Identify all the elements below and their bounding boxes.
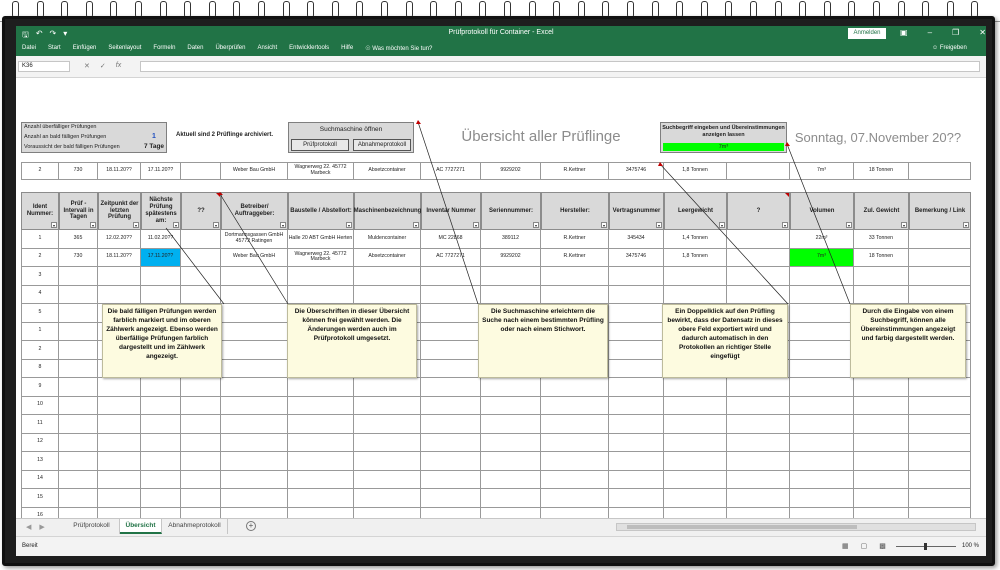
column-header-label: Zeitpunkt der letzten Prüfung xyxy=(100,200,139,221)
ribbon-tabs xyxy=(16,42,986,56)
export-cell[interactable]: 2 xyxy=(21,162,59,180)
menu-item-9[interactable]: Hilfe xyxy=(341,45,354,51)
arrow-headers xyxy=(220,194,288,304)
table-cell[interactable]: 4 xyxy=(21,286,59,305)
table-cell[interactable]: 18.11.20?? xyxy=(98,249,141,268)
table-cell[interactable]: 12 xyxy=(21,434,59,453)
note-due-highlighting: Die bald fälligen Prüfungen werden farblich markiert und im oberen Zählwerk angezeigt. Ebenso werden überfällige Prüfungen farblich dargestellt und im Zählwerk angezeigt. xyxy=(102,304,222,378)
menu-item-8[interactable]: Entwicklertools xyxy=(289,45,330,51)
scroll-thumb[interactable] xyxy=(627,525,857,529)
worksheet[interactable] xyxy=(16,78,986,518)
export-cell[interactable]: AC 7727271 xyxy=(421,162,481,180)
table-cell[interactable]: R.Kettner xyxy=(541,249,609,268)
table-cell[interactable]: 365 xyxy=(59,230,98,249)
sign-in-button[interactable]: Anmelden xyxy=(848,28,886,39)
preview-days-label: Voraussicht der bald fälligen Prüfungen xyxy=(24,144,120,150)
search-pruefprotokoll-button[interactable]: Prüfprotokoll xyxy=(291,139,349,151)
search-panel-title: Suchmaschine öffnen xyxy=(319,126,383,133)
filter-dropdown-icon[interactable]: ▾ xyxy=(91,223,94,228)
preview-days-value[interactable]: 7 Tage xyxy=(143,143,165,150)
zoom-slider[interactable] xyxy=(896,546,956,547)
window-controls xyxy=(900,28,986,37)
name-box[interactable]: K36 xyxy=(18,61,70,72)
view-buttons xyxy=(842,542,886,550)
table-cell[interactable]: 1,4 Tonnen xyxy=(664,230,727,249)
export-cell[interactable]: 17.11.20?? xyxy=(141,162,181,180)
menu-item-3[interactable]: Seitenlayout xyxy=(108,45,142,51)
search-term-input[interactable]: 7m³ xyxy=(663,143,784,151)
share-button[interactable] xyxy=(932,45,967,51)
tab-navigation xyxy=(26,523,45,531)
column-header-label: Baustelle / Abstellort: xyxy=(290,207,352,214)
menu-item-7[interactable]: Ansicht xyxy=(257,45,278,51)
overdue-count-label: Anzahl überfälliger Prüfungen xyxy=(24,124,97,130)
add-sheet-icon[interactable]: + xyxy=(246,521,256,531)
table-cell[interactable]: 11 xyxy=(21,415,59,434)
menu-item-4[interactable]: Formeln xyxy=(153,45,176,51)
note-search-engine: Die Suchmaschine erleichtern die Suche nach einem bestimmten Prüfling oder nach einem Stichwort. xyxy=(478,304,608,378)
table-cell[interactable]: 10 xyxy=(21,397,59,416)
redo-icon[interactable]: ↷ xyxy=(49,29,57,38)
table-cell[interactable]: R.Kettner xyxy=(541,230,609,249)
table-cell[interactable]: AC 7727271 xyxy=(421,249,481,268)
zoom-knob[interactable] xyxy=(924,543,927,550)
column-header-label: ? xyxy=(756,207,761,214)
table-cell[interactable]: 22m³ xyxy=(790,230,854,249)
status-bar xyxy=(16,536,986,556)
table-cell[interactable]: 389112 xyxy=(481,230,541,249)
filter-dropdown-icon[interactable]: ▾ xyxy=(602,223,605,228)
lightbulb-icon: ☉ xyxy=(365,46,373,52)
export-cell[interactable]: 3475746 xyxy=(609,162,664,180)
column-header-label: Nächste Prüfung spätestens am: xyxy=(145,197,177,224)
filter-dropdown-icon[interactable]: ▾ xyxy=(902,223,905,228)
sheet-tab-bar xyxy=(16,518,986,536)
table-cell[interactable]: 13 xyxy=(21,452,59,471)
filter-dropdown-icon[interactable]: ▾ xyxy=(783,223,786,228)
arrow-tip-search xyxy=(416,120,421,124)
note-double-click: Ein Doppelklick auf den Prüfling bewirkt, dass der Datensatz in dieses obere Feld exportiert wird und dadurch automatisch in den Protokollen an richtiger Stelle eingefügt xyxy=(662,304,788,378)
table-cell[interactable]: 1,8 Tonnen xyxy=(664,249,727,268)
table-cell[interactable]: Halle 20 ABT GmbH Herten xyxy=(288,230,354,249)
formula-input[interactable] xyxy=(140,61,980,72)
filter-dropdown-icon[interactable]: ▾ xyxy=(214,223,217,228)
column-header-label: Vertragsnummer xyxy=(612,207,661,214)
filter-dropdown-icon[interactable]: ▾ xyxy=(174,223,177,228)
column-header-label: Bemerkung / Link xyxy=(914,207,966,214)
column-header-label: Leergewicht xyxy=(677,207,713,214)
table-cell[interactable]: 16 xyxy=(21,508,59,527)
table-cell[interactable]: Dortmannsgassen GmbH 45772 Ratingen xyxy=(221,230,288,249)
table-cell[interactable]: 2 xyxy=(21,249,59,268)
due-soon-count-value: 1 xyxy=(152,133,156,140)
table-cell[interactable]: 9 xyxy=(21,378,59,397)
table-cell[interactable]: 17.11.20?? xyxy=(141,249,181,268)
export-cell[interactable]: 18 Tonnen xyxy=(854,162,909,180)
filter-dropdown-icon[interactable]: ▾ xyxy=(347,223,350,228)
column-header-label: Betreiber/ Auftraggeber: xyxy=(234,204,275,217)
menu-item-1[interactable]: Start xyxy=(48,45,61,51)
column-header-label: Prüf - Intervall in Tagen xyxy=(63,200,94,221)
arrow-search-engine xyxy=(418,122,478,304)
table-cell[interactable]: 33 Tonnen xyxy=(854,230,909,249)
menu-item-0[interactable]: Datei xyxy=(22,45,37,51)
search-abnahmeprotokoll-button[interactable]: Abnahmeprotokoll xyxy=(353,139,411,151)
menu-item-5[interactable]: Daten xyxy=(187,45,204,51)
filter-dropdown-icon[interactable]: ▾ xyxy=(52,223,55,228)
filter-dropdown-icon[interactable]: ▾ xyxy=(474,223,477,228)
table-cell[interactable]: 1 xyxy=(21,323,59,342)
tab-uebersicht[interactable]: Übersicht xyxy=(120,519,162,534)
tab-prev-icon[interactable]: ◀ xyxy=(26,524,32,531)
tab-next-icon[interactable]: ▶ xyxy=(39,524,45,531)
horizontal-scrollbar[interactable] xyxy=(616,523,976,531)
undo-icon[interactable]: ↶ xyxy=(35,29,43,38)
column-header-label: Volumen xyxy=(809,207,835,214)
table-cell[interactable]: 7m³ xyxy=(790,249,854,268)
filter-dropdown-icon[interactable]: ▾ xyxy=(964,223,967,228)
excel-window xyxy=(16,26,986,556)
table-cell[interactable]: 18 Tonnen xyxy=(854,249,909,268)
note-search-term: Durch die Eingabe von einem Suchbegriff, können alle Übereinstimmungen angezeigt und farbig dargestellt werden. xyxy=(850,304,966,378)
table-cell[interactable]: 3475746 xyxy=(609,249,664,268)
column-header-label: Ident Nummer: xyxy=(26,204,54,217)
table-cell[interactable]: 5 xyxy=(21,304,59,323)
menu-item-10[interactable]: ☉ Was möchten Sie tun? xyxy=(365,46,433,52)
page-layout-icon[interactable]: ▢ xyxy=(860,543,868,550)
date-display: Sonntag, 07.November 20?? xyxy=(794,130,962,145)
filter-dropdown-icon[interactable]: ▾ xyxy=(534,223,537,228)
filter-dropdown-icon[interactable]: ▾ xyxy=(414,223,417,228)
tab-pruefprotokoll[interactable]: Prüfprotokoll xyxy=(64,519,120,534)
table-cell[interactable]: 11.02.20?? xyxy=(141,230,181,249)
table-cell[interactable]: 3 xyxy=(21,267,59,286)
export-cell[interactable]: Weber Bau GmbH xyxy=(221,162,288,180)
table-cell[interactable]: Absetzcontainer xyxy=(354,249,421,268)
table-cell[interactable]: 12.02.20?? xyxy=(98,230,141,249)
export-cell[interactable]: 9929202 xyxy=(481,162,541,180)
export-cell[interactable]: Absetzcontainer xyxy=(354,162,421,180)
export-cell[interactable]: 1,8 Tonnen xyxy=(664,162,727,180)
page-break-icon[interactable]: ▩ xyxy=(879,543,886,550)
export-cell[interactable]: 730 xyxy=(59,162,98,180)
normal-view-icon[interactable]: ▦ xyxy=(842,543,849,550)
archived-info: Aktuell sind 2 Prüflinge archiviert. xyxy=(176,132,274,138)
table-cell[interactable]: MC 22868 xyxy=(421,230,481,249)
table-cell[interactable]: 15 xyxy=(21,489,59,508)
ribbon-tab-list xyxy=(22,45,432,52)
maximize-icon[interactable]: ❐ xyxy=(952,28,960,37)
column-header-label: Inventar Nummer xyxy=(426,207,476,214)
export-cell[interactable]: 7m³ xyxy=(790,162,854,180)
arrow-search-term xyxy=(787,144,850,304)
table-cell[interactable]: Weber Bau GmbH xyxy=(221,249,288,268)
menu-item-6[interactable]: Überprüfen xyxy=(215,45,246,51)
title-bar xyxy=(16,26,986,42)
table-cell[interactable]: Muldencontainer xyxy=(354,230,421,249)
table-cell[interactable]: 2 xyxy=(21,341,59,360)
window-title: Prüfprotokoll für Container - Excel xyxy=(448,29,554,36)
export-cell[interactable]: Wagnerweg 22. 45772 Marbeck xyxy=(288,162,354,180)
formula-icons xyxy=(84,62,121,70)
formula-bar xyxy=(16,56,986,78)
filter-dropdown-icon[interactable]: ▾ xyxy=(134,223,137,228)
filter-dropdown-icon[interactable]: ▾ xyxy=(720,223,723,228)
filter-dropdown-icon[interactable]: ▾ xyxy=(657,223,660,228)
table-cell[interactable]: 8 xyxy=(21,360,59,379)
table-cell[interactable]: 345434 xyxy=(609,230,664,249)
due-soon-count-label: Anzahl an bald fälligen Prüfungen xyxy=(24,134,107,140)
note-headers: Die Überschriften in dieser Übersicht können frei gewählt werden. Die Änderungen werden auch im Prüfprotokoll umgesetzt. xyxy=(287,304,417,378)
filter-dropdown-icon[interactable]: ▾ xyxy=(281,223,284,228)
table-cell[interactable]: 9929202 xyxy=(481,249,541,268)
export-cell[interactable]: 18.11.20?? xyxy=(98,162,141,180)
close-icon[interactable]: ✕ xyxy=(979,28,986,37)
arrow-due-highlighting xyxy=(166,228,224,304)
cancel-icon[interactable]: ✕ xyxy=(84,63,90,70)
zoom-level[interactable]: 100 % xyxy=(962,543,980,549)
save-icon[interactable]: 🖫 xyxy=(22,30,29,39)
share-label: Freigeben xyxy=(939,45,967,51)
menu-item-2[interactable]: Einfügen xyxy=(72,45,97,51)
table-cell[interactable]: 1 xyxy=(21,230,59,249)
ribbon-display-icon[interactable]: ▣ xyxy=(900,28,908,37)
filter-dropdown-icon[interactable]: ▾ xyxy=(847,223,850,228)
arrow-tip-double-click xyxy=(658,162,663,166)
column-header-label: Hersteller: xyxy=(560,207,590,214)
person-icon: ☺ xyxy=(932,45,939,51)
customize-icon[interactable]: ▾ xyxy=(63,29,68,38)
column-header-label: Seriennummer: xyxy=(488,207,533,214)
overview-title: Übersicht aller Prüflinge xyxy=(461,128,621,145)
tab-abnahmeprotokoll[interactable]: Abnahmeprotokoll xyxy=(162,519,228,534)
minimize-icon[interactable]: – xyxy=(927,28,933,37)
table-cell[interactable]: 730 xyxy=(59,249,98,268)
search-term-label: Suchbegriff eingeben und Übereinstimmungen anzeigen lassen xyxy=(662,125,785,139)
annotation-arrows xyxy=(16,78,986,518)
arrow-double-click xyxy=(660,164,788,304)
column-header-label: ?? xyxy=(197,207,205,214)
confirm-icon[interactable]: ✓ xyxy=(99,63,106,70)
function-icon[interactable]: fx xyxy=(115,62,122,69)
table-cell[interactable]: 14 xyxy=(21,471,59,490)
column-header-label: Zul. Gewicht xyxy=(863,207,900,214)
arrow-tip-headers xyxy=(218,192,223,195)
status-ready: Bereit xyxy=(22,543,38,549)
table-cell[interactable]: Wagnerweg 22. 45772 Marbeck xyxy=(288,249,354,268)
arrow-tip-search-term xyxy=(785,142,790,146)
export-cell[interactable]: R.Kettner xyxy=(541,162,609,180)
column-header-label: Maschinenbezeichnung xyxy=(353,207,422,214)
